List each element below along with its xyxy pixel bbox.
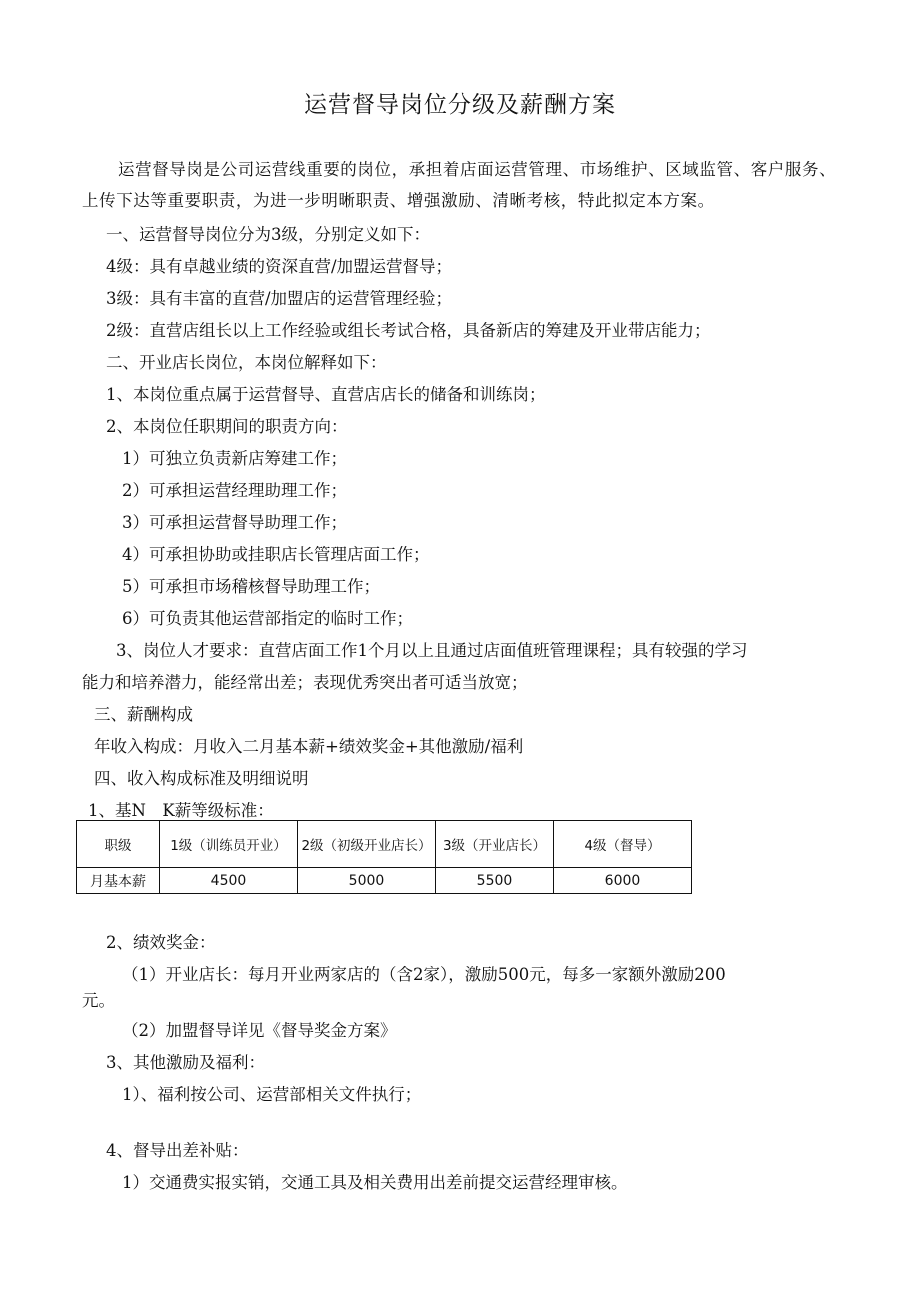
header-cell-level-1: 1级（训练员开业） [160, 821, 298, 868]
base-salary-heading: 1、基N K薪等级标准： [88, 801, 274, 820]
duty-item: 2）可承担运营经理助理工作； [122, 481, 347, 500]
section2-point1: 1、本岗位重点属于运营督导、直营店店长的储备和训练岗； [106, 385, 546, 404]
table-row [77, 868, 692, 894]
intro-paragraph: 运营督导岗是公司运营线重要的岗位，承担着店面运营管理、市场维护、区域监管、客户服务、上传下达等重要职责，为进一步明晰职责、增强激励、清晰考核，特此拟定本方案。 [82, 160, 837, 210]
section2-heading: 二、开业店长岗位，本岗位解释如下： [106, 353, 387, 372]
travel-allowance-heading: 4、督导出差补贴： [106, 1141, 249, 1160]
section2-point3-line1: 3、岗位人才要求：直营店面工作1个月以上且通过店面值班管理课程；具有较强的学习 [116, 641, 748, 660]
duty-item: 4）可承担协助或挂职店长管理店面工作； [122, 545, 430, 564]
section3-heading: 三、薪酬构成 [94, 705, 193, 724]
salary-level-2: 5000 [298, 868, 436, 894]
travel-item-1: 1）交通费实报实销，交通工具及相关费用出差前提交运营经理审核。 [122, 1173, 628, 1192]
level-4-definition: 4级：具有卓越业绩的资深直营/加盟运营督导； [106, 257, 453, 276]
table-header-row [77, 821, 692, 868]
welfare-item-1: 1）、福利按公司、运营部相关文件执行； [122, 1085, 422, 1104]
bonus-item-1-line1: （1）开业店长：每月开业两家店的（含2家），激励500元，每多一家额外激励200 [122, 965, 726, 984]
welfare-heading: 3、其他激励及福利： [106, 1053, 265, 1072]
salary-level-1: 4500 [160, 868, 298, 894]
duty-item: 3）可承担运营督导助理工作； [122, 513, 347, 532]
header-cell-level-2: 2级（初级开业店长） [298, 821, 436, 868]
section4-heading: 四、收入构成标准及明细说明 [94, 769, 309, 788]
duty-item: 5）可承担市场稽核督导助理工作； [122, 577, 380, 596]
section2-point2: 2、本岗位任职期间的职责方向： [106, 417, 348, 436]
level-3-definition: 3级：具有丰富的直营/加盟店的运营管理经验； [106, 289, 453, 308]
section1-heading: 一、运营督导岗位分为3级，分别定义如下： [106, 225, 430, 244]
header-cell-level-3: 3级（开业店长） [436, 821, 554, 868]
section2-point3-line2: 能力和培养潜力，能经常出差；表现优秀突出者可适当放宽； [82, 673, 528, 692]
level-2-definition: 2级：直营店组长以上工作经验或组长考试合格，具备新店的筹建及开业带店能力； [106, 321, 711, 340]
bonus-item-2: （2）加盟督导详见《督导奖金方案》 [122, 1021, 397, 1040]
bonus-item-1-line2: 元。 [82, 991, 115, 1010]
duty-item: 6）可负责其他运营部指定的临时工作； [122, 609, 413, 628]
base-salary-table [76, 820, 692, 894]
row-label-monthly-base: 月基本薪 [77, 868, 160, 894]
document-title: 运营督导岗位分级及薪酬方案 [304, 92, 616, 118]
salary-level-4: 6000 [554, 868, 692, 894]
bonus-heading: 2、绩效奖金： [106, 933, 216, 952]
header-cell-level-4: 4级（督导） [554, 821, 692, 868]
header-cell-grade: 职级 [77, 821, 160, 868]
income-composition: 年收入构成：月收入二月基本薪+绩效奖金+其他激励/福利 [94, 737, 524, 756]
duty-item: 1）可独立负责新店筹建工作； [122, 449, 347, 468]
salary-level-3: 5500 [436, 868, 554, 894]
